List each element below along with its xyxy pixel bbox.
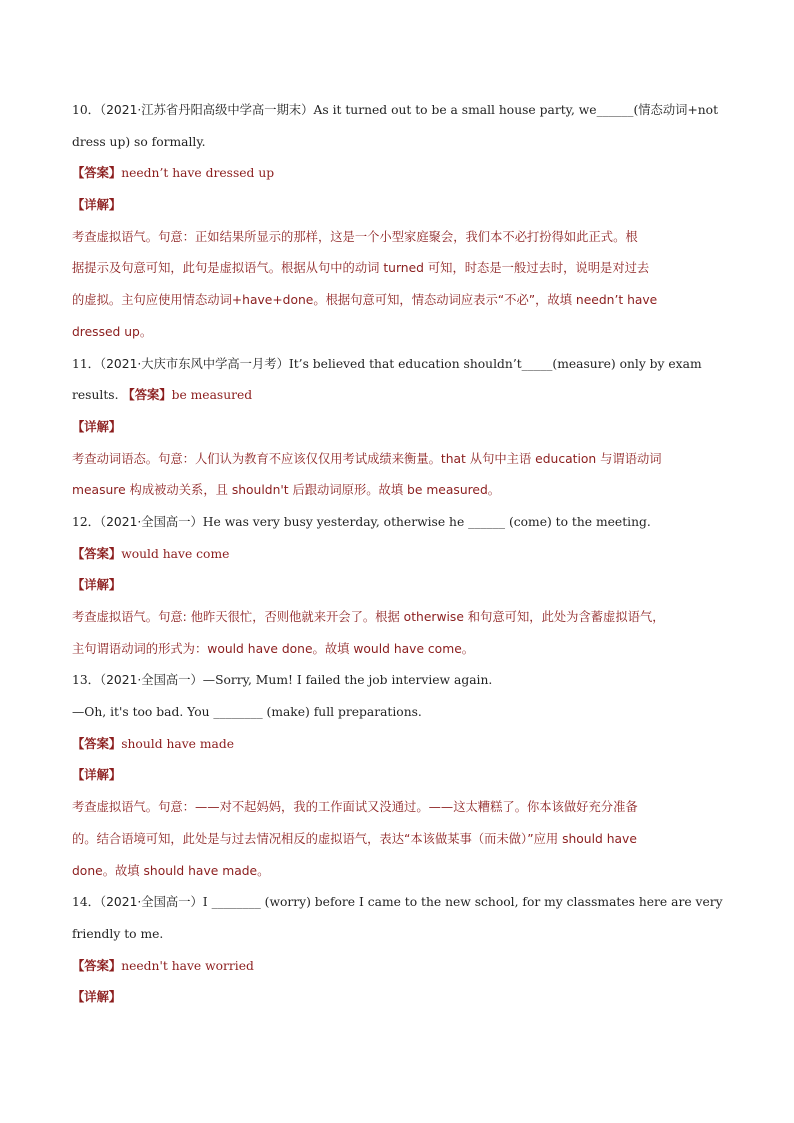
question-stem: He was very busy yesterday, otherwise he ______ (come) to the meeting.	[202, 514, 651, 529]
question-stem-line	[72, 127, 724, 159]
question-12	[72, 507, 724, 665]
explanation-line: 主句谓语动词的形式为：would have done。故填 would have come。	[72, 641, 475, 656]
answer-tag: 【答案】	[122, 388, 172, 403]
answer-line	[72, 539, 724, 571]
answer-text: be measured	[171, 388, 253, 403]
question-stem: —Sorry, Mum! I failed the job interview again.	[202, 673, 493, 688]
answer-tag: 【答案】	[72, 958, 122, 973]
answer-tag: 【答案】	[72, 736, 122, 751]
question-source: （2021·全国高一）	[99, 895, 203, 910]
explanation-line: 考查动词语态。句意：人们认为教育不应该仅仅用考试成绩来衡量。that 从句中主语 education 与谓语动词	[72, 451, 662, 466]
detail-line	[72, 760, 724, 792]
question-stem-line	[72, 665, 724, 697]
question-stem: —Oh, it's too bad. You ________ (make) full preparations.	[72, 705, 422, 720]
question-stem: I ________ (worry) before I came to the new school, for my classmates here are very	[202, 895, 723, 910]
question-stem-line	[72, 919, 724, 951]
question-number: 12．	[72, 514, 100, 529]
explanation-line: measure 构成被动关系，且 shouldn't 后跟动词原形。故填 be measured。	[72, 483, 501, 498]
question-source: （2021·全国高一）	[99, 514, 203, 529]
detail-line	[72, 570, 724, 602]
explanation-line: 考查虚拟语气。句意: 他昨天很忙，否则他就来开会了。根据 otherwise 和句意可知，此处为含蓄虚拟语气，	[72, 610, 665, 624]
detail-tag: 【详解】	[72, 419, 122, 434]
document-page	[72, 95, 724, 1014]
question-source: （2021·江苏省丹阳高级中学高一期末）	[99, 103, 314, 117]
question-10	[72, 95, 724, 349]
question-14	[72, 887, 724, 1014]
explanation-line: 据提示及句意可知，此句是虚拟语气。根据从句中的动词 turned 可知，时态是一般过去时，说明是对过去	[72, 261, 650, 276]
question-number: 10．	[72, 103, 100, 117]
explanation-line: dressed up。	[72, 324, 153, 339]
answer-line	[72, 951, 724, 983]
question-stem-line	[72, 887, 724, 919]
question-number: 11．	[72, 356, 100, 371]
explanation-line: 的虚拟。主句应使用情态动词+have+done。根据句意可知，情态动词应表示“不必”，故填 needn’t have	[72, 293, 658, 308]
question-number: 14．	[72, 895, 100, 910]
detail-tag: 【详解】	[72, 578, 122, 593]
detail-line	[72, 982, 724, 1014]
answer-text: needn’t have dressed up	[121, 166, 275, 181]
answer-text: should have made	[121, 736, 234, 751]
detail-tag: 【详解】	[72, 990, 122, 1005]
explanation-line: done。故填 should have made。	[72, 863, 270, 878]
question-source: （2021·大庆市东风中学高一月考）	[99, 356, 289, 371]
question-stem-line	[72, 380, 724, 412]
answer-line	[72, 729, 724, 761]
answer-tag: 【答案】	[72, 166, 122, 181]
question-stem: It’s believed that education shouldn’t_____(measure) only by exam	[288, 356, 702, 371]
question-source: （2021·全国高一）	[99, 673, 203, 688]
question-stem-line	[72, 697, 724, 729]
answer-tag: 【答案】	[72, 546, 122, 561]
question-stem: friendly to me.	[72, 926, 164, 941]
question-stem: dress up) so formally.	[72, 134, 206, 149]
question-stem: results.	[72, 388, 123, 403]
question-stem-line	[72, 349, 724, 381]
detail-tag: 【详解】	[72, 768, 122, 783]
explanation-line: 考查虚拟语气。句意：正如结果所显示的那样，这是一个小型家庭聚会，我们本不必打扮得如此正式。根	[72, 229, 638, 244]
detail-tag: 【详解】	[72, 198, 122, 213]
question-stem: As it turned out to be a small house party, we______(情态动词+not	[313, 103, 719, 117]
answer-line	[72, 158, 724, 190]
answer-text: needn't have worried	[121, 958, 254, 973]
answer-text: would have come	[121, 546, 230, 561]
detail-line	[72, 190, 724, 222]
question-number: 13．	[72, 673, 100, 688]
question-13	[72, 665, 724, 887]
explanation-line: 的。结合语境可知，此处是与过去情况相反的虚拟语气，表达“本该做某事（而未做）”应用 should have	[72, 831, 637, 846]
detail-line	[72, 412, 724, 444]
explanation-line: 考查虚拟语气。句意：——对不起妈妈，我的工作面试又没通过。——这太糟糕了。你本该做好充分准备	[72, 800, 638, 815]
question-11	[72, 349, 724, 507]
question-stem-line	[72, 95, 724, 127]
question-stem-line	[72, 507, 724, 539]
